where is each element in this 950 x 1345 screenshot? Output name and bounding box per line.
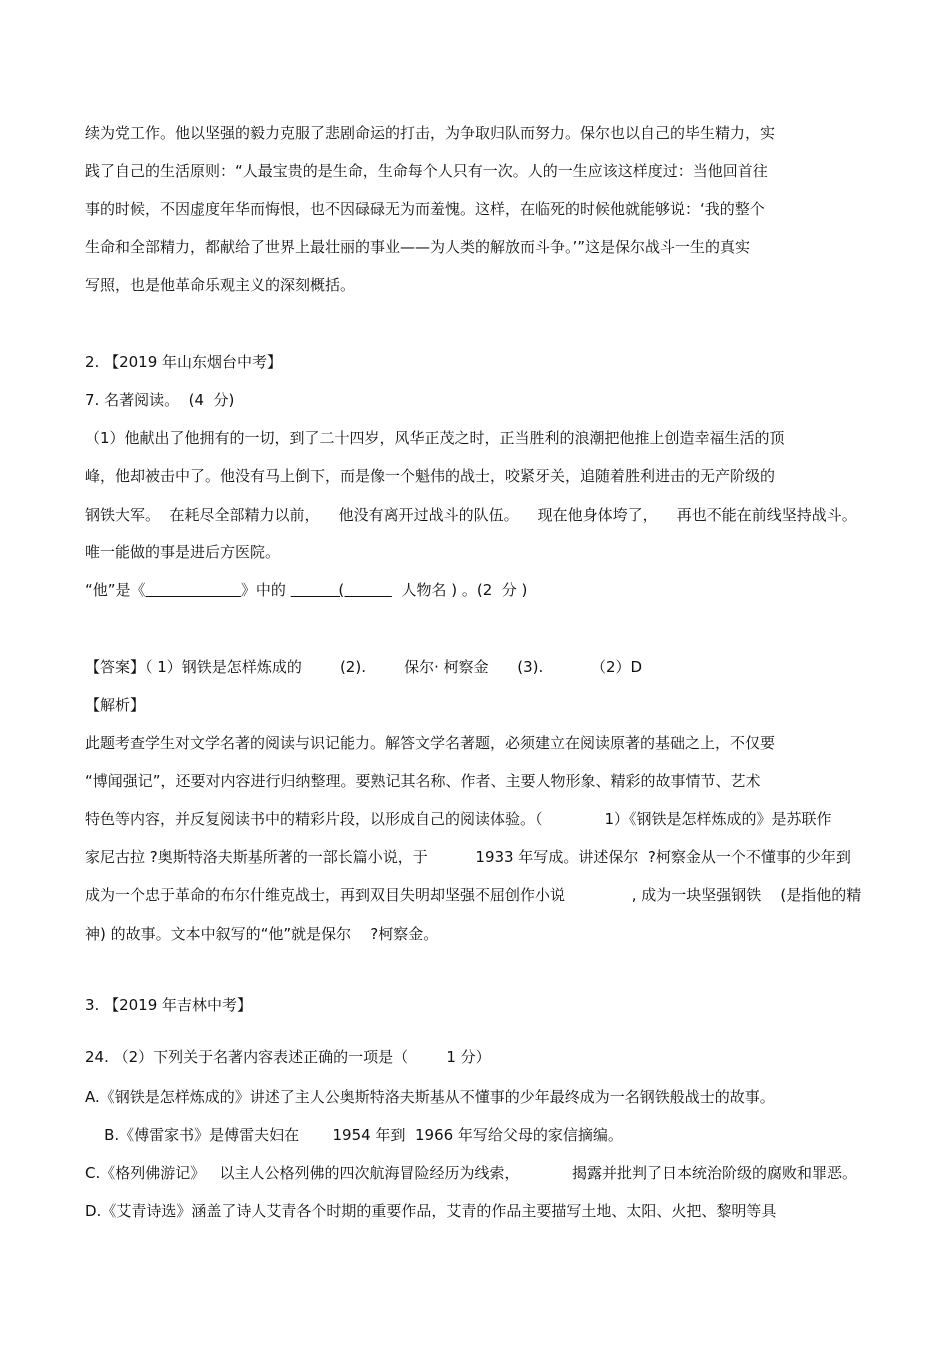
fill-suffix: 人物名 ) 。(2 分 ) bbox=[391, 581, 528, 599]
text-line: 写照，也是他革命乐观主义的深刻概括。 bbox=[85, 276, 356, 294]
answer-line: 【答案】（ 1）钢铁是怎样炼成的 (2). 保尔· 柯察金 (3). （2）D bbox=[85, 658, 643, 676]
text-line: 践了自己的生活原则：“人最宝贵的是生命，生命每个人只有一次。人的一生应该这样度过：当他回首往 bbox=[85, 162, 768, 180]
question-header: 2. 【2019 年山东烟台中考】 bbox=[85, 353, 283, 371]
text-line: 续为党工作。他以坚强的毅力克服了悲剧命运的打击，为争取归队而努力。保尔也以自己的毕生精力，实 bbox=[85, 124, 776, 142]
passage-line: 钢铁大军。 在耗尽全部精力以前， 他没有离开过战斗的队伍。 现在他身体垮了， 再也不能在前线坚持战斗。 bbox=[85, 506, 857, 524]
question-stem: 24. （2）下列关于名著内容表述正确的一项是（ 1 分） bbox=[85, 1048, 491, 1066]
passage-line: 峰，他却被击中了。他没有马上倒下，而是像一个魁伟的战士，咬紧牙关，追随着胜利进击的无产阶级的 bbox=[85, 467, 776, 485]
analysis-line: 特色等内容，并反复阅读书中的精彩片段，以形成自己的阅读体验。（ 1）《钢铁是怎样炼成的》是苏联作 bbox=[85, 810, 832, 828]
analysis-line: “博闻强记”，还要对内容进行归纳整理。要熟记其名称、作者、主要人物形象、精彩的故事情节、艺术 bbox=[85, 772, 761, 790]
text-line: 生命和全部精力，都献给了世界上最壮丽的事业——为人类的解放而斗争。’”这是保尔战斗一生的真实 bbox=[85, 238, 751, 256]
fill-in-question bbox=[85, 580, 527, 600]
analysis-line: 此题考查学生对文学名著的阅读与识记能力。解答文学名著题，必须建立在阅读原著的基础之上，不仅要 bbox=[85, 734, 776, 752]
blank-character-name: ( bbox=[290, 581, 392, 599]
text-line: 事的时候，不因虚度年华而悔恨，也不因碌碌无为而羞愧。这样，在临死的时候他就能够说：‘我的整个 bbox=[85, 200, 765, 218]
fill-mid: 》中的 bbox=[240, 581, 291, 599]
analysis-line: 家尼古拉 ?奥斯特洛夫斯基所著的一部长篇小说，于 1933 年写成。讲述保尔 ?柯察金从一个不懂事的少年到 bbox=[85, 848, 851, 866]
analysis-line: 成为一个忠于革命的布尔什维克战士，再到双目失明却坚强不屈创作小说 , 成为一块坚强钢铁 (是指他的精 bbox=[85, 886, 862, 904]
option-a: A.《钢铁是怎样炼成的》讲述了主人公奥斯特洛夫斯基从不懂事的少年最终成为一名钢铁般战士的故事。 bbox=[85, 1088, 775, 1106]
fill-prefix: “他”是《 bbox=[85, 581, 146, 599]
option-c: C.《格列佛游记》 以主人公格列佛的四次航海冒险经历为线索， 揭露并批判了日本统治阶级的腐败和罪恶。 bbox=[85, 1164, 857, 1182]
question-title: 7. 名著阅读。 (4 分) bbox=[85, 391, 235, 409]
option-d: D.《艾青诗选》涵盖了诗人艾青各个时期的重要作品，艾青的作品主要描写土地、太阳、火把、黎明等具 bbox=[85, 1202, 777, 1220]
passage-line: 唯一能做的事是进后方医院。 bbox=[85, 543, 281, 561]
analysis-line: 神) 的故事。文本中叙写的“他”就是保尔 ?柯察金。 bbox=[85, 925, 439, 943]
passage-line: （1）他献出了他拥有的一切，到了二十四岁，风华正茂之时，正当胜利的浪潮把他推上创造幸福生活的顶 bbox=[85, 429, 785, 447]
question-header: 3. 【2019 年吉林中考】 bbox=[85, 996, 253, 1014]
analysis-label: 【解析】 bbox=[85, 696, 146, 714]
option-b: B.《傅雷家书》是傅雷夫妇在 1954 年到 1966 年写给父母的家信摘编。 bbox=[85, 1126, 623, 1144]
blank-book-title bbox=[146, 581, 241, 599]
